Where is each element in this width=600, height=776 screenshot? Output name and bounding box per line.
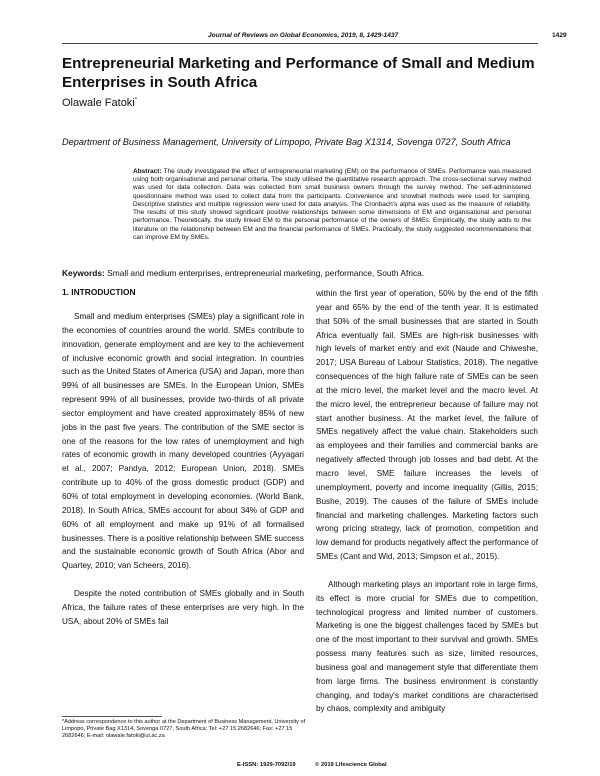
body-paragraph: Although marketing plays an important role in large firms, its effect is more crucial for SMEs due to competition, technological progress and limited number of customers. Marketing is one the biggest challenges faced by SMEs but one of the most important to their survival and growth. SMEs possess many features such as size, limited resources, business goal and management style that differentiate them from large firms. The business environment is constantly changing, and today's market conditions are characterised by chaos, complexity and ambiguity [316,579,538,714]
author-line [62,97,137,109]
abstract [133,168,531,242]
running-head: Journal of Reviews on Global Economics, 2019, 8, 1429-1437 [208,32,399,39]
body-paragraph: within the first year of operation, 50% by the end of the fifth year and 65% by the end of the tenth year. It is estimated that 50% of the small businesses that are started in South Africa eventually fail. SMEs are high-risk businesses with high levels of market entry and exit (Naude and Chiweshe, 2017; USA Bureau of Labour Statistics, 2018). The negative consequences of the high failure rate of SMEs can be seen at the micro level, the market level and the macro level. At the micro level, the entrepreneur because of failure may not start another business. At the market level, the failure of SMEs negatively affect the value chain. Stakeholders such as employees and their families and commercial banks are negatively affected through job losses and bad debt. At the macro level, SME failure increases the levels of unemployment, poverty and income inequality (Gillis, 2015; Bushe, 2019). The causes of the failure of SMEs include financial and marketing challenges. Marketing factors such wrong pricing strategy, lack of promotion, competition and low demand for products negatively affect the performance of SMEs (Cant and Wid, 2013; Simpson et al., 2015). [316,289,538,562]
article-title: Entrepreneurial Marketing and Performance of Small and Medium Enterprises in South Africa [62,55,535,91]
copyright: © 2019 Lifescience Global [315,762,387,768]
keywords-label: Keywords: [62,268,105,278]
abstract-label: Abstract: [133,168,162,175]
body-paragraph: Small and medium enterprises (SMEs) play a significant role in the economies of countries around the world. SMEs contribute to innovation, generate employment and are key to the achievement of inclusive economic growth and social integration. In countries such as the United States of America (USA) and Japan, more than 99% of all businesses are SMEs. In the European Union, SMEs represent 99% of all businesses, provide two-thirds of all private sector employment and have created approximately 85% of new jobs in the past five years. The contribution of the SME sector is one of the reasons for the low rates of unemployment and high rates of economic growth in many developed countries (Ayyagari et al., 2007; Pandya, 2012; European Union, 2018). SMEs contribute up to 40% of the gross domestic product (GDP) and 60% of total employment in developing economies. (World Bank, 2018). In South Africa, SMEs account for about 34% of GDP and 60% of all employment and make up 91% of all formalised businesses. There is a positive relationship between SME success and the sustainable economic growth of South Africa (Abor and Quartey, 2010; van Scheers, 2016). [62,312,304,571]
section-heading: 1. INTRODUCTION [62,287,136,297]
abstract-text: The study investigated the effect of entrepreneurial marketing (EM) on the performance of SMEs. Performance was measured using both organisational and personal criteria. The study utilised the quantitative research approach. The cross-sectional survey method was used for data collection. Data was collected from small business owners through the survey method. The self-administered questionnaire method was used to collect data from the participants. Convenience and snowball methods were used for sampling. Descriptive statistics and multiple regression were used for data analysis. The Cronbach's alpha was used as the measure of reliability. The results of this study showed significant positive relationships between some dimensions of EM and organisational and personal performance. Theoretically, the study linked EM to the personal performance of the owners of SMEs. Empirically, the study adds to the literature on the relationship between EM and the financial performance of SMEs. Practically, the study suggested recommendations that can improve EM by SMEs. [133,168,531,241]
header-rule [62,43,538,44]
right-column [316,287,538,716]
keywords [62,268,542,278]
footnote-rule [62,716,162,717]
affiliation: Department of Business Management, University of Limpopo, Private Bag X1314, Sovenga 0727, South Africa [62,137,511,147]
correspondence-mark: * [134,97,138,104]
author-name: Olawale Fatoki [62,97,135,109]
left-column [62,310,304,629]
page-number: 1429 [552,32,567,39]
issn: E-ISSN: 1929-7092/19 [237,762,296,768]
correspondence-footnote: *Address correspondence to this author at the Department of Business Management, University of Limpopo, Private Bag X1314, Sovenga 0727, South Africa; Tel: +27 15 2682646; Fax: +27 15 2682646; E-mail: olawale.fatoki@ul.ac.za [62,719,306,740]
keywords-text: Small and medium enterprises, entrepreneurial marketing, performance, South Africa. [107,268,425,278]
body-paragraph: Despite the noted contribution of SMEs globally and in South Africa, the failure rates of these enterprises are very high. In the USA, about 20% of SMEs fail [62,589,304,626]
